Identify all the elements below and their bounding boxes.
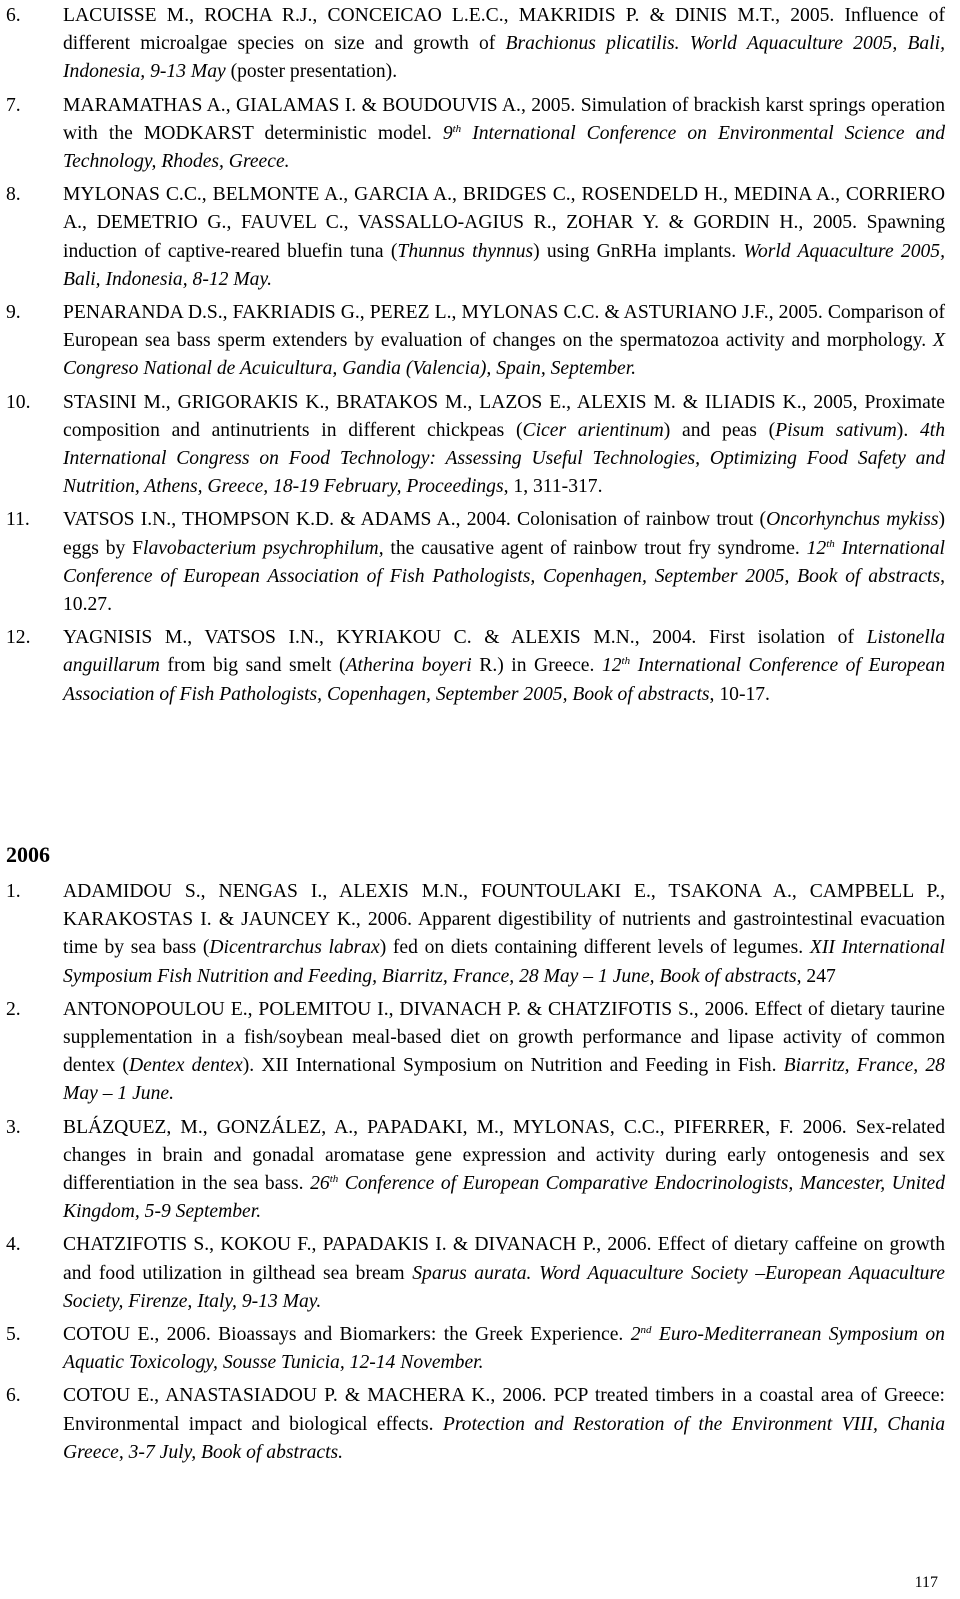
reference-authors: ADAMIDOU S., NENGAS I., ALEXIS M.N., FOUNTOULAKI E., TSAKONA A., CAMPBELL P., KARAKOSTAS I. & JAUNCEY K., 2006. xyxy=(63,881,945,931)
reference-number: 3. xyxy=(6,1116,21,1138)
reference-venue: Word Aquaculture Society –European Aquaculture Society, Firenze, Italy, 9-13 May. xyxy=(63,1262,945,1312)
reference-number: 2. xyxy=(6,998,21,1020)
reference-authors: LACUISSE M., ROCHA R.J., CONCEICAO L.E.C., MAKRIDIS P. & DINIS M.T., 2005. xyxy=(63,5,835,26)
reference-number: 11. xyxy=(6,509,30,531)
title-text: Colonisation of rainbow trout ( xyxy=(517,509,767,531)
species-name: Atherina boyeri xyxy=(345,655,472,677)
reference-item xyxy=(0,299,960,384)
reference-number: 6. xyxy=(6,1385,21,1407)
reference-number: 8. xyxy=(6,184,21,206)
ordinal-suffix: nd xyxy=(640,1324,652,1337)
ordinal-suffix: th xyxy=(826,537,835,550)
reference-authors: PENARANDA D.S., FAKRIADIS G., PEREZ L., MYLONAS C.C. & ASTURIANO J.F., 2005. xyxy=(63,302,823,324)
reference-item xyxy=(0,506,960,619)
reference-title: Influence of different microalgae species on size and growth of xyxy=(63,5,945,55)
reference-venue-tail: , 1, 311-317. xyxy=(503,476,603,498)
title-text: Effect of dietary caffeine on growth and food utilization in gilthead sea bream xyxy=(63,1234,946,1284)
reference-venue: World Aquaculture 2005, Bali, Indonesia, 9-13 May xyxy=(63,33,946,83)
reference-number: 12. xyxy=(6,627,31,649)
title-text: ) and peas ( xyxy=(663,419,776,441)
ordinal-suffix: th xyxy=(329,1173,339,1186)
reference-title: Sex-related changes in brain and gonadal aromatase gene expression and activity during early ontogenesis and sex differentiation in the sea bass. xyxy=(63,1116,945,1195)
species-name: lavobacterium psychrophilum, xyxy=(143,537,384,559)
species-name: Listonella anguillarum xyxy=(63,627,946,677)
reference-number: 6. xyxy=(6,5,21,26)
venue-name: International Conference on Environmental Science and Technology, Rhodes, Greece. xyxy=(63,122,946,173)
reference-item xyxy=(0,181,960,294)
venue-ordinal: 26 xyxy=(310,1173,330,1195)
species-name: Thunnus thynnus xyxy=(397,240,534,262)
reference-venue: XII International Symposium Fish Nutrition and Feeding, Biarritz, France, 28 May – 1 June, Book of abstracts xyxy=(63,937,945,987)
title-text: Effect of dietary taurine supplementation in a fish/soybean meal-based diet on growth performance and lipase activity of common dentex ( xyxy=(63,998,945,1077)
reference-venue-tail: (poster presentation). xyxy=(230,61,398,83)
reference-authors: MARAMATHAS A., GIALAMAS I. & BOUDOUVIS A., 2005. xyxy=(63,94,576,116)
reference-item xyxy=(0,624,960,709)
reference-venue: Biarritz, France, 28 May – 1 June. xyxy=(63,1055,945,1105)
references-2006 xyxy=(0,878,960,1467)
reference-item xyxy=(0,1231,960,1316)
reference-title: Simulation of brackish karst springs operation with the MODKARST deterministic model. xyxy=(63,94,945,144)
reference-venue-tail: , 247 xyxy=(796,965,836,987)
title-text: ) fed on diets containing different levels of legumes. xyxy=(379,937,804,959)
species-name: Cicer arientinum xyxy=(522,419,664,441)
title-text: ) using GnRHa implants. xyxy=(533,240,737,262)
reference-authors: COTOU E., 2006. xyxy=(63,1324,211,1346)
reference-title: Bioassays and Biomarkers: the Greek Experience. xyxy=(218,1324,624,1346)
venue-ordinal: 9 xyxy=(442,122,453,144)
venue-name: Euro-Mediterranean Symposium on Aquatic Toxicology, Sousse Tunicia, 12-14 November. xyxy=(63,1324,945,1374)
reference-number: 1. xyxy=(6,881,21,902)
reference-number: 9. xyxy=(6,302,21,324)
reference-item xyxy=(0,2,960,87)
ordinal-suffix: th xyxy=(452,122,462,135)
reference-venue: Protection and Restoration of the Environment VIII, Chania Greece, 3-7 July, Book of abstracts. xyxy=(63,1413,945,1463)
species-name: Pisum sativum xyxy=(775,419,897,441)
reference-title: Comparison of European sea bass sperm extenders by evaluation of changes on the spermatozoa activity and morphology. xyxy=(63,302,945,352)
reference-number: 5. xyxy=(6,1324,21,1346)
venue-name: International Conference of European Association of Fish Pathologists, Copenhagen, September 2005, Book of abstracts xyxy=(63,655,945,705)
species-name: Oncorhynchus mykiss xyxy=(766,509,939,531)
reference-item xyxy=(0,1114,960,1227)
page-number: 117 xyxy=(914,1574,938,1591)
year-heading: 2006 xyxy=(6,842,50,867)
species-name: Dicentrarchus labrax xyxy=(209,937,380,959)
reference-title: PCP treated timbers in a coastal area of Greece: Environmental impact and biological effects. xyxy=(63,1385,945,1435)
venue-ordinal: 2 xyxy=(630,1324,641,1346)
title-text: Proximate composition and antinutrients in different chickpeas ( xyxy=(63,391,945,441)
reference-authors: YAGNISIS M., VATSOS I.N., KYRIAKOU C. & ALEXIS M.N., 2004. xyxy=(63,627,697,649)
reference-number: 10. xyxy=(6,391,31,413)
reference-authors: MYLONAS C.C., BELMONTE A., GARCIA A., BRIDGES C., ROSENDELD H., MEDINA A., CORRIERO A., DEMETRIO G., FAUVEL C., VASSALLO-AGIUS R., ZOHAR Y. & GORDIN H., 2005. xyxy=(63,184,945,234)
reference-authors: VATSOS I.N., THOMPSON K.D. & ADAMS A., 2004. xyxy=(63,509,511,531)
reference-authors: COTOU E., ANASTASIADOU P. & MACHERA K., 2006. xyxy=(63,1385,547,1407)
reference-item xyxy=(0,1321,960,1377)
title-text: from big sand smelt ( xyxy=(167,655,346,677)
reference-venue: 4th International Congress on Food Technology: Assessing Useful Technologies, Optimizing Food Safety and Nutrition, Athens, Greece, 18-19 February, Proceedings xyxy=(63,419,946,498)
title-text: the causative agent of rainbow trout fry syndrome. xyxy=(390,537,800,559)
ordinal-suffix: th xyxy=(621,655,631,668)
references-2005 xyxy=(0,2,960,709)
venue-name: International Conference of European Association of Fish Pathologists, Copenhagen, September 2005, Book of abstracts xyxy=(63,537,945,587)
venue-ordinal: 12 xyxy=(806,537,827,559)
reference-item xyxy=(0,996,960,1109)
reference-number: 4. xyxy=(6,1234,21,1256)
title-text: First isolation of xyxy=(708,627,854,649)
reference-venue-tail: , 10-17. xyxy=(709,683,770,705)
reference-authors: CHATZIFOTIS S., KOKOU F., PAPADAKIS I. & DIVANACH P., 2006. xyxy=(63,1234,652,1256)
reference-authors: ANTONOPOULOU E., POLEMITOU I., DIVANACH P. & CHATZIFOTIS S., 2006. xyxy=(63,998,749,1020)
reference-item xyxy=(0,389,960,502)
reference-item xyxy=(0,1382,960,1467)
title-text: R.) in Greece. xyxy=(479,655,595,677)
venue-name: Conference of European Comparative Endocrinologists, Mancester, United Kingdom, 5-9 September. xyxy=(63,1173,946,1223)
reference-venue-tail: , 10.27. xyxy=(63,565,945,616)
reference-venue: World Aquaculture 2005, Bali, Indonesia, 8-12 May. xyxy=(63,240,945,290)
species-name: Sparus aurata. xyxy=(412,1262,532,1284)
title-text: Apparent digestibility of nutrients and gastrointestinal evacuation time by sea bass ( xyxy=(63,909,946,959)
reference-authors: STASINI M., GRIGORAKIS K., BRATAKOS M., LAZOS E., ALEXIS M. & ILIADIS K., 2005, xyxy=(63,391,858,413)
title-text: ). xyxy=(896,419,909,441)
reference-item xyxy=(0,92,960,177)
venue-ordinal: 12 xyxy=(601,655,622,677)
reference-number: 7. xyxy=(6,94,21,116)
title-text: ) eggs by F xyxy=(63,509,945,559)
species-name: Brachionus plicatilis. xyxy=(505,33,680,55)
reference-authors: BLÁZQUEZ, M., GONZÁLEZ, A., PAPADAKI, M., MYLONAS, C.C., PIFERRER, F. 2006. xyxy=(63,1116,847,1138)
species-name: Dentex dentex xyxy=(128,1055,243,1077)
reference-venue: X Congreso National de Acuicultura, Gandia (Valencia), Spain, September. xyxy=(63,330,945,380)
title-text: Spawning induction of captive-reared bluefin tuna ( xyxy=(63,212,945,262)
reference-item xyxy=(0,878,960,991)
title-text: ). XII International Symposium on Nutrition and Feeding in Fish. xyxy=(242,1055,777,1077)
